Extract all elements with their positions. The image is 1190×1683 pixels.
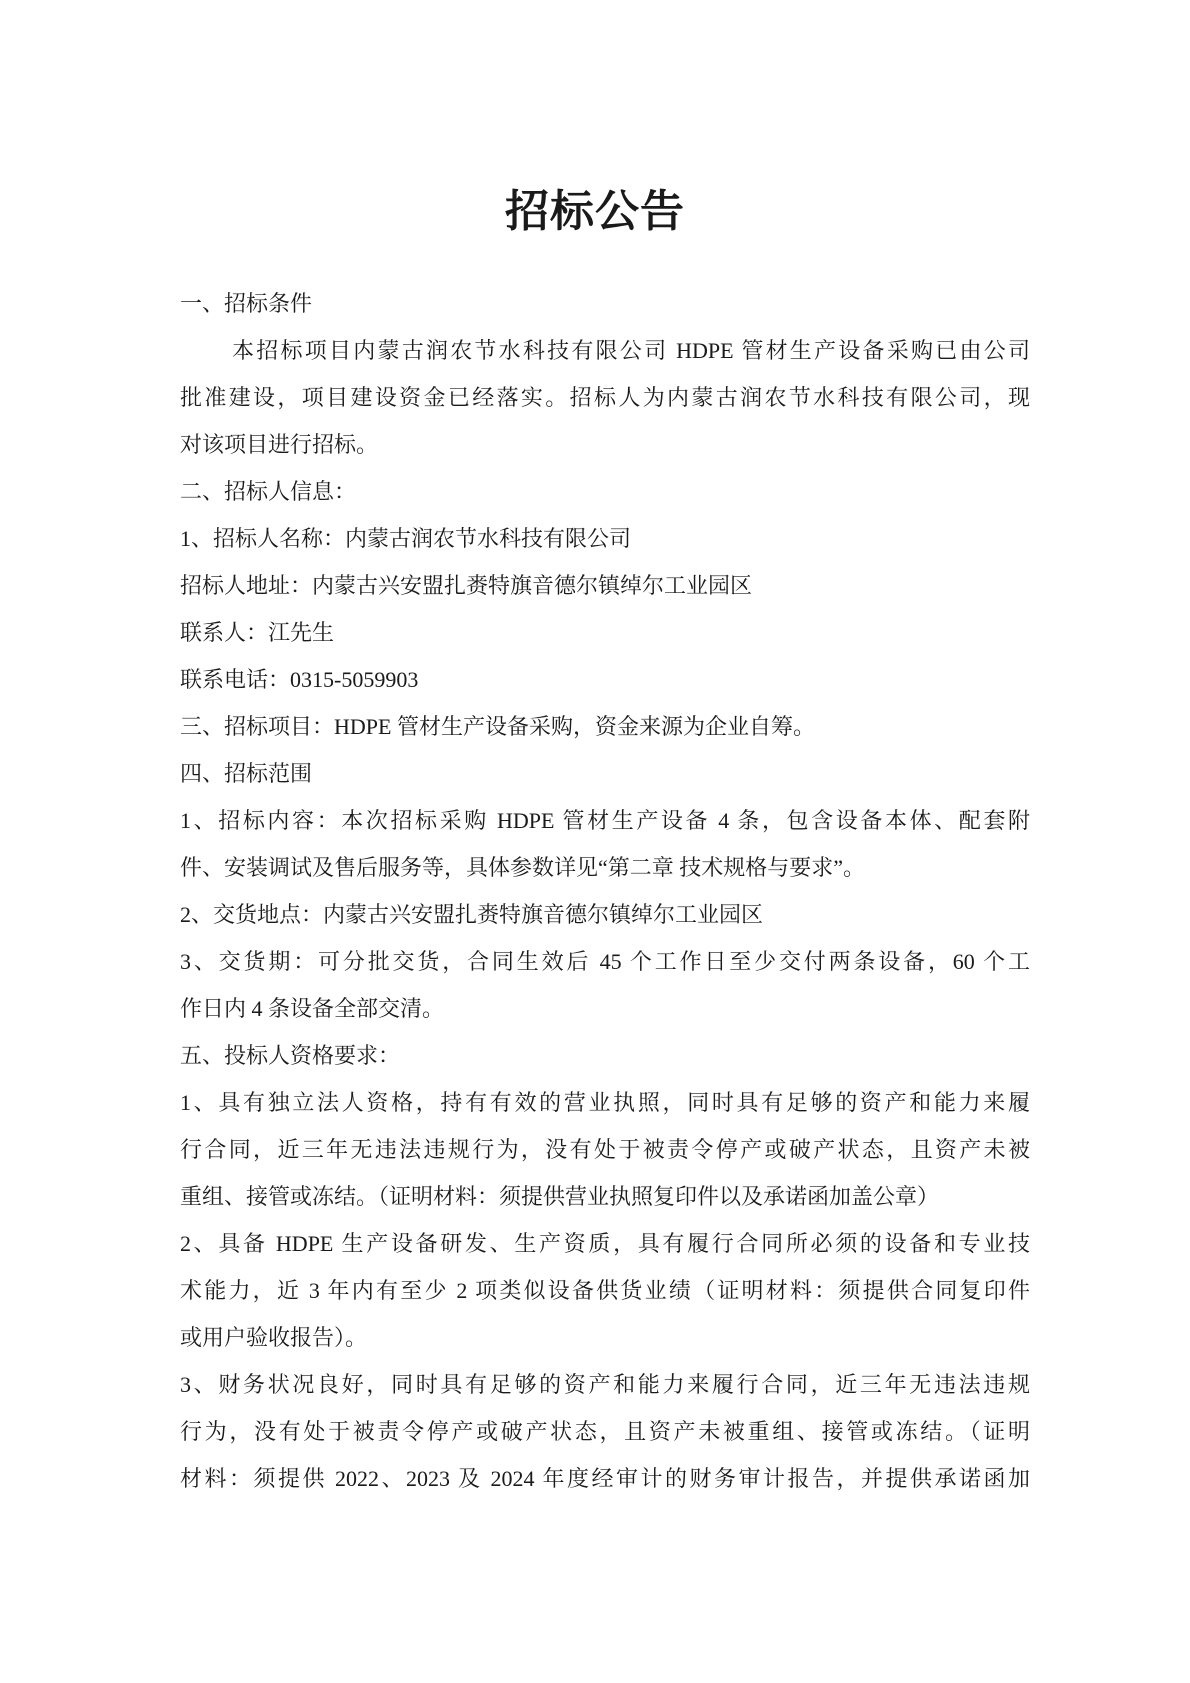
document-line: 1、招标内容：本次招标采购 HDPE 管材生产设备 4 条，包含设备本体、配套附 <box>180 808 1030 833</box>
document-line: 1、招标人名称：内蒙古润农节水科技有限公司 <box>180 526 632 551</box>
document-line: 行为，没有处于被责令停产或破产状态，且资产未被重组、接管或冻结。（证明 <box>180 1419 1030 1444</box>
document-title: 招标公告 <box>505 187 685 236</box>
document-body <box>180 280 1030 1502</box>
document-line: 1、具有独立法人资格，持有有效的营业执照，同时具有足够的资产和能力来履 <box>180 1090 1030 1115</box>
document-line: 联系电话：0315-5059903 <box>180 667 419 692</box>
document-line: 对该项目进行招标。 <box>180 432 379 457</box>
document-line: 联系人：江先生 <box>180 620 335 645</box>
document-line: 重组、接管或冻结。（证明材料：须提供营业执照复印件以及承诺函加盖公章） <box>180 1184 940 1209</box>
document-line: 三、招标项目：HDPE 管材生产设备采购，资金来源为企业自筹。 <box>180 714 815 739</box>
document-line: 材料：须提供 2022、2023 及 2024 年度经审计的财务审计报告，并提供承诺函加 <box>180 1466 1030 1491</box>
document-line: 件、安装调试及售后服务等，具体参数详见“第二章 技术规格与要求”。 <box>180 855 866 880</box>
document-line: 二、招标人信息： <box>180 479 357 504</box>
document-line: 招标人地址：内蒙古兴安盟扎赉特旗音德尔镇绰尔工业园区 <box>180 573 753 598</box>
document-line: 批准建设，项目建设资金已经落实。招标人为内蒙古润农节水科技有限公司，现 <box>180 385 1030 410</box>
document-line: 作日内 4 条设备全部交清。 <box>180 996 445 1021</box>
document-line: 2、具备 HDPE 生产设备研发、生产资质，具有履行合同所必须的设备和专业技 <box>180 1231 1030 1256</box>
document-line: 四、招标范围 <box>180 761 313 786</box>
document-line: 3、交货期：可分批交货，合同生效后 45 个工作日至少交付两条设备，60 个工 <box>180 949 1030 974</box>
document-line: 本招标项目内蒙古润农节水科技有限公司 HDPE 管材生产设备采购已由公司 <box>232 338 1030 363</box>
document-line: 或用户验收报告）。 <box>180 1325 368 1350</box>
document-line: 术能力，近 3 年内有至少 2 项类似设备供货业绩（证明材料：须提供合同复印件 <box>180 1278 1030 1303</box>
document-line: 3、财务状况良好，同时具有足够的资产和能力来履行合同，近三年无违法违规 <box>180 1372 1030 1397</box>
document-line: 2、交货地点：内蒙古兴安盟扎赉特旗音德尔镇绰尔工业园区 <box>180 902 764 927</box>
document-line: 一、招标条件 <box>180 291 313 316</box>
document-line: 五、投标人资格要求： <box>180 1043 401 1068</box>
document-line: 行合同，近三年无违法违规行为，没有处于被责令停产或破产状态，且资产未被 <box>180 1137 1030 1162</box>
